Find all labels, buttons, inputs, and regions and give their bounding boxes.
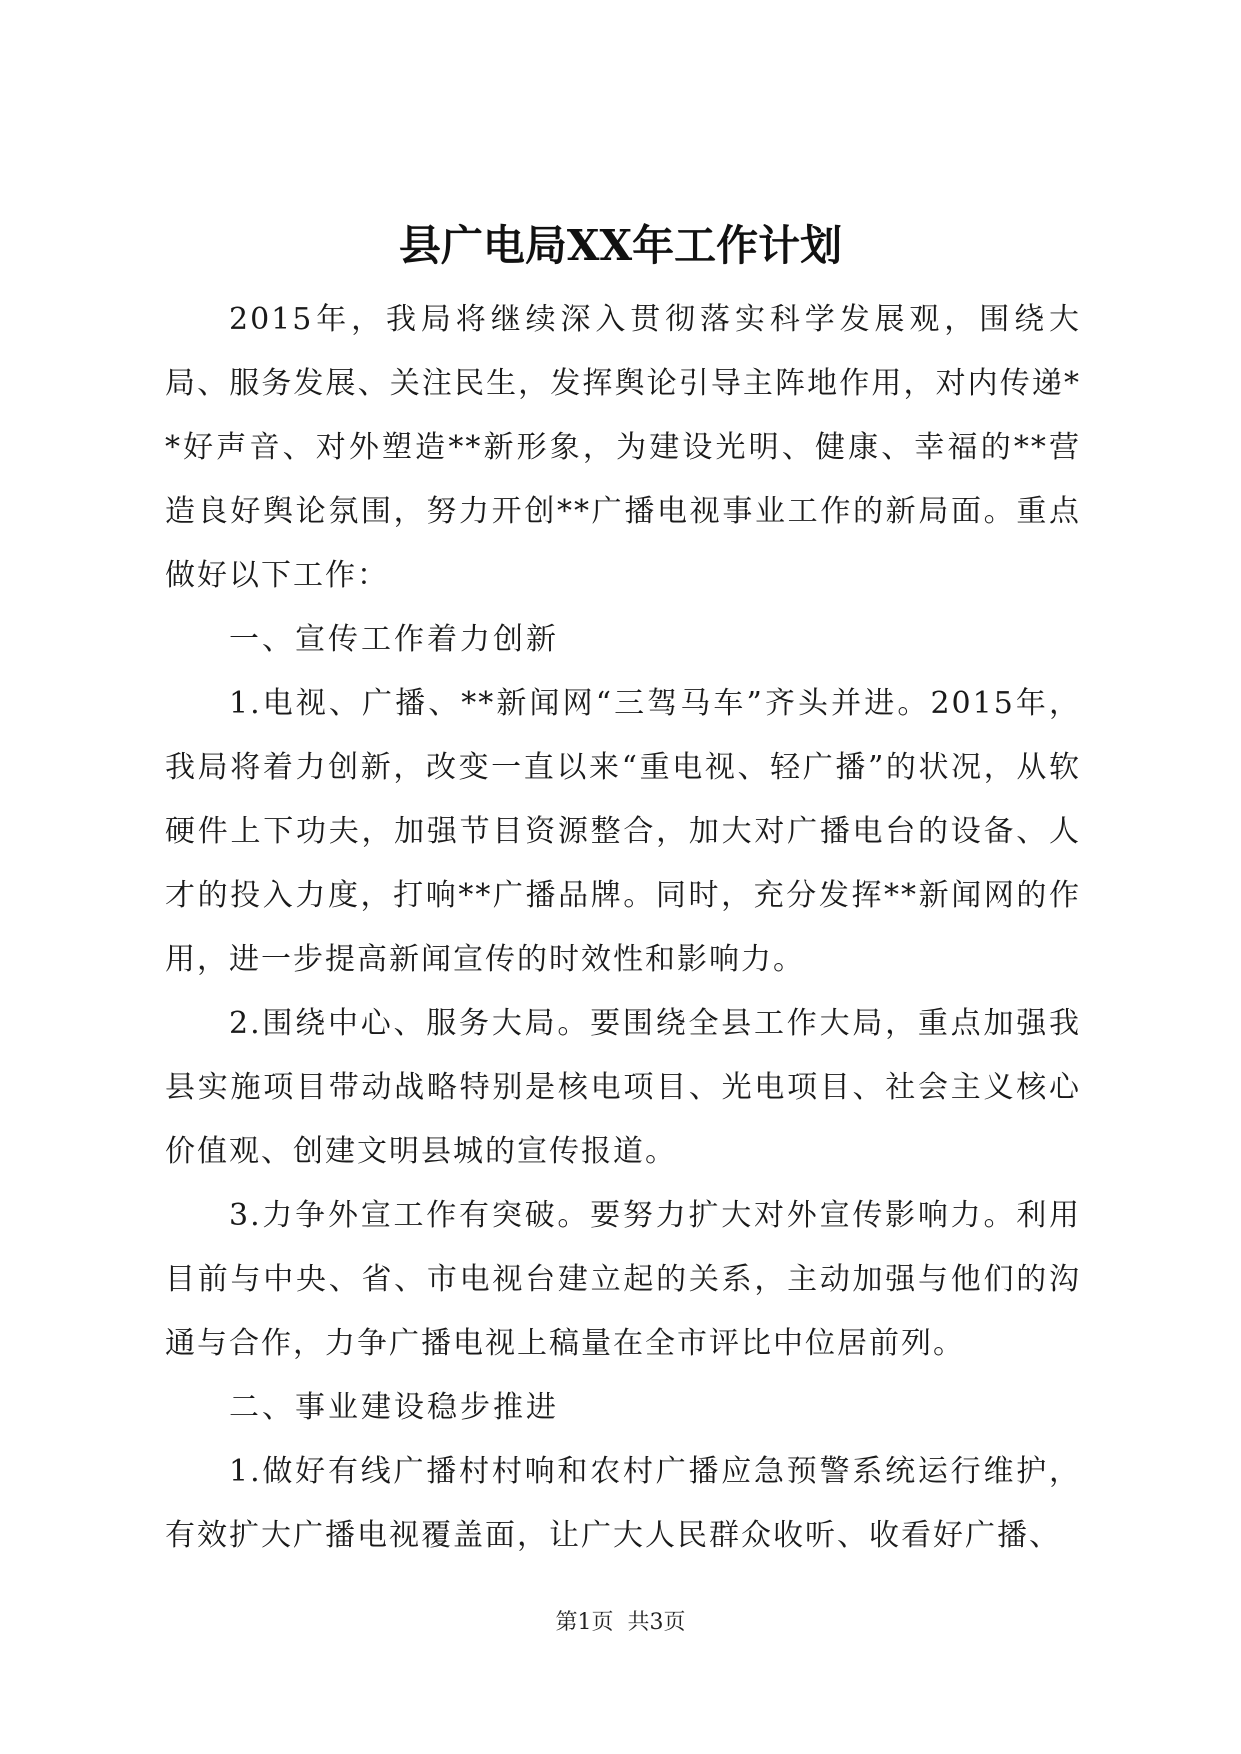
section-heading-2: 二、事业建设稳步推进 (229, 1390, 559, 1425)
page-footer (0, 1608, 1241, 1638)
section-1-item-2: 2.围绕中心、服务大局。要围绕全县工作大局，重点加强我县实施项目带动战略特别是核电项目、光电项目、社会主义核心价值观、创建文明县城的宣传报道。 (165, 1006, 1081, 1169)
page-total: 共3页 (627, 1610, 686, 1635)
section-2-item-1: 1.做好有线广播村村响和农村广播应急预警系统运行维护，有效扩大广播电视覆盖面，让广大人民群众收听、收看好广播、 (165, 1454, 1081, 1553)
section-1-item-3: 3.力争外宣工作有突破。要努力扩大对外宣传影响力。利用目前与中央、省、市电视台建立起的关系，主动加强与他们的沟通与合作，力争广播电视上稿量在全市评比中位居前列。 (165, 1198, 1081, 1361)
document-title: 县广电局XX年工作计划 (398, 221, 843, 270)
document-body (165, 288, 1081, 1568)
page-number: 第1页 (555, 1610, 614, 1635)
section-heading-1: 一、宣传工作着力创新 (229, 622, 559, 657)
intro-paragraph: 2015年，我局将继续深入贯彻落实科学发展观，围绕大局、服务发展、关注民生，发挥舆论引导主阵地作用，对内传递**好声音、对外塑造**新形象，为建设光明、健康、幸福的**营造良好舆论氛围，努力开创**广播电视事业工作的新局面。重点做好以下工作： (165, 302, 1081, 593)
section-1-item-1: 1.电视、广播、**新闻网“三驾马车”齐头并进。2015年，我局将着力创新，改变一直以来“重电视、轻广播”的状况，从软硬件上下功夫，加强节目资源整合，加大对广播电台的设备、人才的投入力度，打响**广播品牌。同时，充分发挥**新闻网的作用，进一步提高新闻宣传的时效性和影响力。 (165, 686, 1081, 977)
